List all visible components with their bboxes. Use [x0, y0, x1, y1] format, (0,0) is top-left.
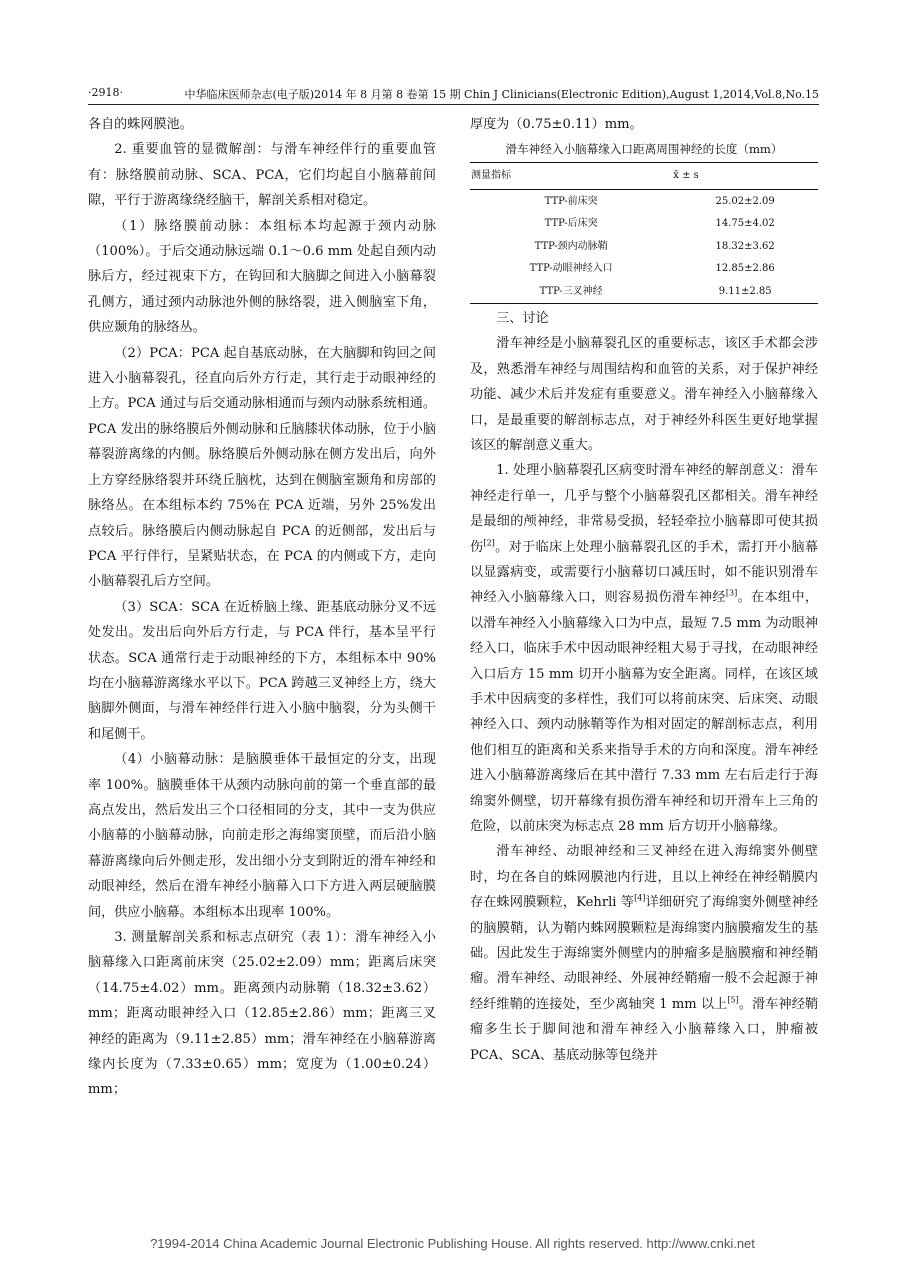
column-header: x̄ ± s [672, 163, 818, 190]
paragraph: （1）脉络膜前动脉：本组标本均起源于颈内动脉（100%）。于后交通动脉远端 0.1～0.6 mm 处起自颈内动脉后方，经过视束下方，在钩回和大脑脚之间进入小脑幕裂孔侧方，通过颈内动脉池外侧的脉络裂，进入侧脑室下角，供应颞角的脉络丛。 [88, 218, 436, 336]
column-header: 测量指标 [470, 163, 672, 190]
journal-citation: 中华临床医师杂志(电子版)2014 年 8 月第 8 卷第 15 期 Chin J Clinicians(Electronic Edition),August 1,2014,Vol.8,No.15 [184, 88, 819, 101]
paragraph: （3）SCA：SCA 在近桥脑上缘、距基底动脉分叉不远处发出。发出后向外后方行走，与 PCA 伴行，基本呈平行状态。SCA 通常行走于动眼神经的下方，本组标本中 90%均在小脑幕游离缘水平以下。PCA 跨越三叉神经上方，绕大脑脚外侧面，与滑车神经伴行进入小脑中脑裂，分为头侧干和尾侧干。 [88, 599, 436, 742]
copyright-footer: ?1994-2014 China Academic Journal Electronic Publishing House. All rights reserved. http://www.cnki.net [150, 1236, 755, 1251]
running-header [88, 86, 819, 104]
table-caption: 滑车神经入小脑幕缘入口距离周围神经的长度（mm） [505, 142, 783, 157]
table-cell: TTP-后床突 [544, 218, 598, 230]
paragraph: （4）小脑幕动脉：是脑膜垂体干最恒定的分支，出现率 100%。脑膜垂体干从颈内动脉向前的第一个垂直部的最高点发出，然后发出三个口径相同的分支，其中一支为供应小脑幕的小脑幕动脉，向前走形之海绵窦顶壁，而后沿小脑幕游离缘向后外侧走形，发出细小分支到附近的滑车神经和动眼神经，然后在滑车神经小脑幕入口下方进入两层硬脑膜间，供应小脑幕。本组标本出现率 100%。 [88, 752, 436, 920]
table-row [470, 190, 818, 213]
paragraph: 2. 重要血管的显微解剖：与滑车神经伴行的重要血管有：脉络膜前动脉、SCA、PCA，它们均起自小脑幕前间隙，平行于游离缘绕经脑干，解剖关系相对稳定。 [88, 142, 436, 209]
table-cell: TTP-动眼神经入口 [529, 263, 613, 275]
paragraph: 滑车神经是小脑幕裂孔区的重要标志，该区手术都会涉及，熟悉滑车神经与周围结构和血管的关系，对于保护神经功能、减少术后并发症有重要意义。滑车神经入小脑幕缘入口，是最重要的解剖标志点，对于神经外科医生更好地掌握该区的解剖意义重大。 [470, 336, 818, 453]
paragraph: （2）PCA：PCA 起自基底动脉，在大脑脚和钩回之间进入小脑幕裂孔，径直向后外方行走，其行走于动眼神经的上方。PCA 通过与后交通动脉相通而与颈内动脉系统相通。PCA 发出的脉络膜后外侧动脉和丘脑膝状体动脉，位于小脑幕裂游离缘的内侧。脉络膜后外侧动脉在侧方发出后，向外上方穿经脉络裂并环绕丘脑枕，达到在侧脑室颞角和房部的脉络丛。在本组标本约 75%在 PCA 近端，另外 25%发出点较后。脉络膜后内侧动脉起自 PCA 的近侧部，发出后与 PCA 平行伴行，呈紧贴状态，在 PCA 的内侧或下方，走向小脑幕裂孔后方空间。 [88, 345, 436, 590]
table-row [470, 280, 818, 303]
citation-ref: [4] [634, 893, 646, 903]
citation-ref: [3] [725, 589, 738, 599]
table-cell: 18.32±3.62 [715, 240, 775, 252]
text-run: 。对于临床上处理小脑幕裂孔区的手术，需打开小脑幕以显露病变，或需要行小脑幕切口减压时，如不能识别滑车神经入小脑幕缘入口，则容易损伤滑车神经 [470, 539, 819, 606]
section-heading: 三、讨论 [496, 310, 549, 326]
paragraph [470, 839, 818, 1068]
text-run: 1. 处理小脑幕裂孔区病变时滑车神经的解剖意义：滑车神经走行单一，几乎与整个小脑幕裂孔区都相关。滑车神经是最细的颅神经，非常易受损，轻轻牵拉小脑幕即可使其损伤 [470, 463, 818, 555]
paragraph: 厚度为（0.75±0.11）mm。 [470, 117, 643, 132]
table-row [470, 213, 818, 236]
page-number: ·2918· [88, 86, 123, 99]
measurement-table [470, 162, 818, 304]
text-run: 详细研究了海绵窦外侧壁神经的脑膜鞘，认为鞘内蛛网膜颗粒是海绵窦内脑膜瘤发生的基础。因此发生于海绵窦外侧壁内的肿瘤多是脑膜瘤和神经鞘瘤。滑车神经、动眼神经、外展神经鞘瘤一般不会起源于神经纤维鞘的连接处，至少离轴突 1 mm 以上 [470, 895, 818, 1012]
table-row [470, 258, 818, 281]
table-cell: 25.02±2.09 [715, 195, 775, 207]
table-cell: 9.11±2.85 [672, 280, 818, 303]
paragraph: 各自的蛛网膜池。 [88, 117, 193, 132]
table-cell: TTP-三叉神经 [470, 280, 672, 303]
text-run: 。在本组中，以滑车神经入小脑幕缘入口为中点，最短 7.5 mm 为动眼神经入口，临床手术中因动眼神经粗大易于寻找，在动眼神经入口后方 15 mm 切开小脑幕为安全距离。同样，在该区域手术中因病变的多样性，我们可以将前床突、后床突、动眼神经入口、颈内动脉鞘等作为相对固定的解剖标志点，利用他们相互的距离和关系来指导手术的方向和深度。滑车神经进入小脑幕游离缘后在其中潜行 7.33 mm 左右后走行于海绵窦外侧壁，切开幕缘有损伤滑车神经和切开滑车上三角的危险，以前床突为标志点 28 mm 后方切开小脑幕缘。 [470, 590, 819, 835]
text-run: 。滑车神经鞘瘤多生长于脚间池和滑车神经入小脑幕缘入口，肿瘤被 PCA、SCA、基底动脉等包绕并 [470, 996, 819, 1063]
table-header-row [470, 163, 818, 190]
table-row [470, 235, 818, 258]
text-run: 滑车神经、动眼神经和三叉神经在进入海绵窦外侧壁时，均在各自的蛛网膜池内行进，且以上神经在神经鞘膜内存在蛛网膜颗粒，Kehrli 等 [470, 844, 818, 911]
table-cell: 12.85±2.86 [715, 263, 775, 275]
right-column [470, 112, 818, 1068]
paragraph [470, 458, 818, 839]
left-column [88, 112, 436, 1103]
table-cell: TTP-前床突 [544, 195, 598, 207]
table-cell: TTP-颈内动脉鞘 [534, 240, 608, 252]
citation-ref: [5] [727, 995, 739, 1005]
table-cell: 14.75±4.02 [715, 218, 775, 230]
paragraph: 3. 测量解剖关系和标志点研究（表 1）：滑车神经入小脑幕缘入口距离前床突（25.02±2.09）mm；距离后床突（14.75±4.02）mm。距离颈内动脉鞘（18.32±3.62）mm；距离动眼神经入口（12.85±2.86）mm；距离三叉神经的距离为（9.11±2.85）mm；滑车神经在小脑幕游离缘内长度为（7.33±0.65）mm；宽度为（1.00±0.24）mm； [88, 930, 436, 1098]
header-rule [88, 104, 819, 105]
citation-ref: [2] [483, 538, 495, 548]
